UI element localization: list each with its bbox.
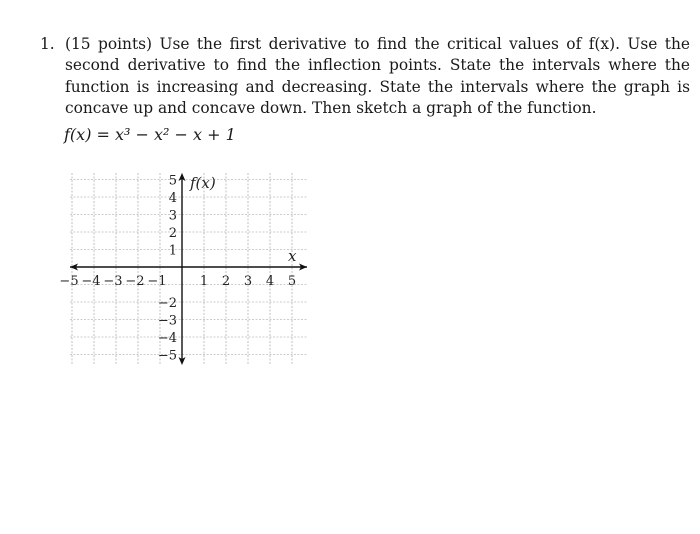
axes: [70, 173, 307, 365]
x-tick-label: 5: [287, 274, 297, 289]
y-tick-label: 1: [168, 243, 177, 259]
x-tick-label: −4: [81, 274, 101, 289]
y-tick-label: 2: [168, 226, 177, 241]
problem-statement: [40, 34, 690, 120]
x-tick-label: 3: [243, 274, 253, 289]
x-tick-label: −1: [147, 274, 167, 289]
y-tick-label: −4: [157, 331, 177, 346]
x-axis-label: x: [288, 247, 297, 265]
function-definition: f(x) = x³ − x² − x + 1: [64, 125, 236, 144]
grid-lines: [70, 173, 307, 365]
problem-number: 1.: [40, 35, 55, 53]
x-tick-label: −2: [125, 274, 145, 289]
y-axis-label: f(x): [190, 174, 216, 192]
y-tick-label: −2: [157, 296, 177, 311]
x-tick-label: −5: [59, 274, 79, 289]
problem-text: (15 points) Use the first derivative to find the critical values of f(x). Use the second derivative to find the inflection points. State the intervals where the function is increasing and decreasing. State the intervals where the graph is concave up and concave down. Then sketch a graph of the function.: [65, 35, 690, 118]
y-tick-label: −3: [157, 313, 177, 329]
y-tick-label: −5: [157, 348, 177, 364]
y-tick-label: 5: [168, 173, 177, 189]
x-tick-label: 2: [221, 274, 231, 289]
tick-labels: [59, 174, 296, 364]
coordinate-grid: [59, 165, 322, 370]
y-tick-label: 3: [168, 208, 177, 224]
x-tick-label: 4: [265, 274, 275, 289]
x-tick-label: 1: [199, 274, 209, 289]
y-tick-label: 4: [168, 191, 177, 206]
x-tick-label: −3: [103, 274, 123, 289]
